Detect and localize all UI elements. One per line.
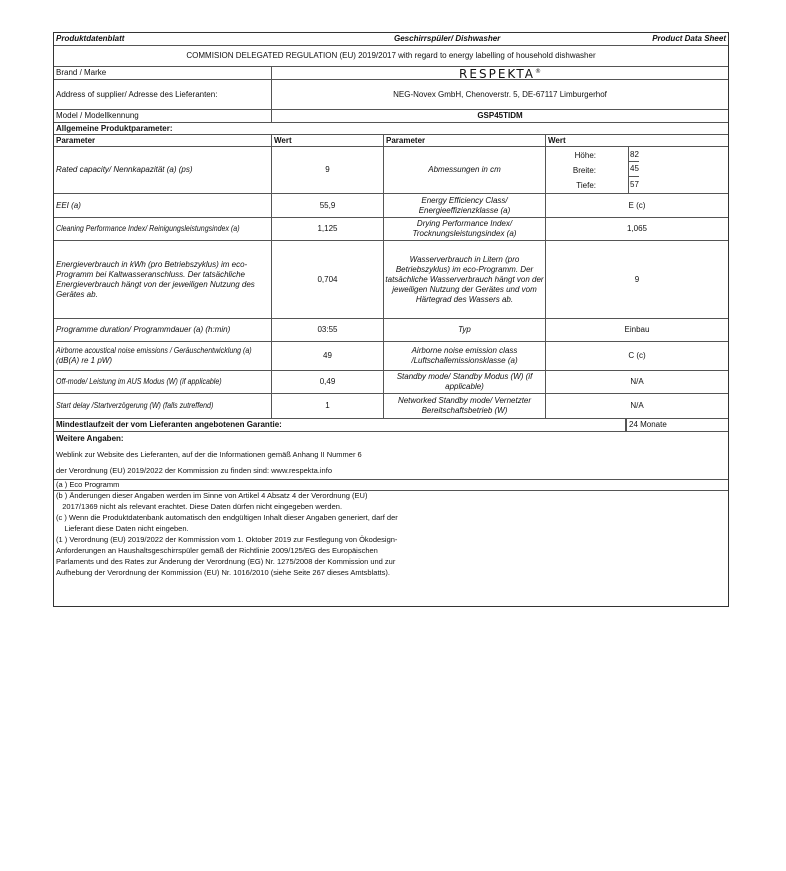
width-label: Breite: bbox=[572, 166, 596, 175]
energy-consumption-value: 0,704 bbox=[272, 241, 384, 318]
duration-row bbox=[54, 319, 728, 342]
further-line-2: der Verordnung (EU) 2019/2022 der Kommission zu finden sind: www.respekta.info bbox=[56, 466, 332, 475]
offmode-value: 0,49 bbox=[272, 371, 384, 393]
note-9: Aufhebung der Verordnung der Kommission (EU) Nr. 1016/2010 (siehe Seite 267 dieses Amtsblatts). bbox=[56, 568, 390, 577]
type-label: Typ bbox=[384, 319, 546, 341]
offmode-row bbox=[54, 371, 728, 394]
networked-standby-label: Networked Standby mode/ Vernetzter Bereitschaftsbetrieb (W) bbox=[384, 394, 546, 418]
noise-class-label: Airborne noise emission class /Luftschallemissionsklasse (a) bbox=[384, 342, 546, 370]
width-value: 45 bbox=[630, 164, 639, 173]
duration-value: 03:55 bbox=[272, 319, 384, 341]
offmode-label: Off-mode/ Leistung im AUS Modus (W) (if applicable) bbox=[56, 377, 222, 386]
noise-value: 49 bbox=[272, 342, 384, 370]
supplier-label: Address of supplier/ Adresse des Lieferanten: bbox=[54, 80, 272, 109]
drying-label: Drying Performance Index/ Trocknungsleistungsindex (a) bbox=[384, 218, 546, 240]
height-label: Höhe: bbox=[574, 151, 596, 160]
delay-row bbox=[54, 394, 728, 419]
brand-row bbox=[54, 67, 728, 80]
depth-value: 57 bbox=[630, 180, 639, 189]
duration-label: Programme duration/ Programmdauer (a) (h:min) bbox=[54, 319, 272, 341]
further-info-row bbox=[54, 432, 728, 480]
supplier-row bbox=[54, 80, 728, 110]
standby-label: Standby mode/ Standby Modus (W) (if applicable) bbox=[384, 371, 546, 393]
dimensions-values bbox=[546, 147, 728, 193]
note-3: 2017/1369 nicht als relevant erachtet. Diese Daten dürfen nicht eingegeben werden. bbox=[56, 502, 343, 511]
cleaning-label: Cleaning Performance Index/ Reinigungsleistungsindex (a) bbox=[56, 224, 240, 233]
note-7: Anforderungen an Haushaltsgeschirrspüler gemäß der Richtlinie 2009/125/EG des Europäischen bbox=[56, 546, 378, 555]
brand-logo: RESPEKTA® bbox=[459, 67, 541, 81]
regulation-row bbox=[54, 46, 728, 67]
product-data-sheet bbox=[53, 32, 729, 607]
cleaning-value: 1,125 bbox=[272, 218, 384, 240]
water-consumption-value: 9 bbox=[634, 274, 640, 284]
note-5: Lieferant diese Daten nicht eingeben. bbox=[56, 524, 189, 533]
capacity-label: Rated capacity/ Nennkapazität (a) (ps) bbox=[54, 147, 272, 193]
networked-standby-value: N/A bbox=[630, 401, 644, 410]
eei-value: 55,9 bbox=[272, 194, 384, 217]
model-value: GSP45TIDM bbox=[477, 111, 523, 120]
brand-label: Brand / Marke bbox=[54, 67, 272, 79]
col-parameter-2: Parameter bbox=[384, 135, 546, 146]
standby-value: N/A bbox=[630, 377, 644, 386]
col-value-2: Wert bbox=[548, 135, 566, 145]
warranty-value: 24 Monate bbox=[626, 419, 728, 431]
type-value: Einbau bbox=[624, 325, 650, 334]
energy-row bbox=[54, 241, 728, 319]
header-row bbox=[54, 33, 728, 46]
note-2: (b ) Änderungen dieser Angaben werden im Sinne von Artikel 4 Absatz 4 der Verordnung (EU) bbox=[56, 491, 368, 500]
regulation-text: COMMISION DELEGATED REGULATION (EU) 2019/2017 with regard to energy labelling of household dishwasher bbox=[186, 51, 596, 60]
note-6: (1 ) Verordnung (EU) 2019/2022 der Kommission vom 1. Oktober 2019 zur Festlegung von Ökodesign- bbox=[56, 535, 398, 544]
warranty-label: Mindestlaufzeit der vom Lieferanten angebotenen Garantie: bbox=[54, 419, 626, 431]
further-title: Weitere Angaben: bbox=[56, 434, 124, 443]
energy-class-value: E (c) bbox=[628, 200, 646, 210]
dimensions-label: Abmessungen in cm bbox=[384, 147, 546, 193]
further-line-1: Weblink zur Website des Lieferanten, auf der die Informationen gemäß Anhang II Nummer 6 bbox=[56, 450, 362, 459]
height-value: 82 bbox=[630, 150, 639, 159]
water-consumption-label: Wasserverbrauch in Litern (pro Betriebszyklus) im eco-Programm. Der tatsächliche Wasserverbrauch hängt von der jeweiligen Nutzung der Gerätes und vom Härtegrad des Wassers ab. bbox=[384, 241, 546, 318]
delay-label: Start delay /Startverzögerung (W) (falls zutreffend) bbox=[56, 401, 214, 410]
header-center: Geschirrspüler/ Dishwasher bbox=[394, 34, 501, 43]
depth-label: Tiefe: bbox=[576, 181, 596, 190]
eei-label: EEI (a) bbox=[54, 194, 272, 217]
col-value-1: Wert bbox=[272, 135, 384, 146]
capacity-value: 9 bbox=[272, 147, 384, 193]
noise-class-value: C (c) bbox=[628, 351, 646, 360]
noise-row bbox=[54, 342, 728, 371]
energy-consumption-label: Energieverbrauch in kWh (pro Betriebszyklus) im eco- Programm bei Kaltwasseranschluss. Der tatsächliche Energieverbrauch hängt von der jeweiligen Nutzung des Gerätes ab. bbox=[54, 241, 272, 318]
col-parameter-1: Parameter bbox=[54, 135, 272, 146]
note-1: (a ) Eco Programm bbox=[56, 480, 120, 489]
drying-value: 1,065 bbox=[626, 224, 648, 233]
energy-class-label: Energy Efficiency Class/ Energieeffizienzklasse (a) bbox=[384, 194, 546, 217]
note-8: Parlaments und des Rates zur Änderung der Verordnung (EG) Nr. 1275/2008 der Kommission und zur bbox=[56, 557, 396, 566]
model-label: Model / Modellkennung bbox=[54, 110, 272, 122]
delay-value: 1 bbox=[272, 394, 384, 418]
warranty-row bbox=[54, 419, 728, 432]
note-4: (c ) Wenn die Produktdatenbank automatisch den endgültigen Inhalt dieser Angaben generiert, darf der bbox=[56, 513, 398, 522]
column-header-row bbox=[54, 135, 728, 147]
noise-label: Airborne acoustical noise emissions / Geräuschentwicklung (a) (dB(A) re 1 pW) bbox=[54, 342, 272, 370]
cleaning-row bbox=[54, 218, 728, 241]
model-row bbox=[54, 110, 728, 123]
header-left: Produktdatenblatt bbox=[56, 34, 125, 43]
supplier-value: NEG-Novex GmbH, Chenoverstr. 5, DE-67117 Limburgerhof bbox=[393, 89, 607, 99]
capacity-row bbox=[54, 147, 728, 194]
general-title: Allgemeine Produktparameter: bbox=[56, 123, 173, 133]
general-title-row bbox=[54, 123, 728, 135]
header-right: Product Data Sheet bbox=[652, 34, 726, 43]
eei-row bbox=[54, 194, 728, 218]
